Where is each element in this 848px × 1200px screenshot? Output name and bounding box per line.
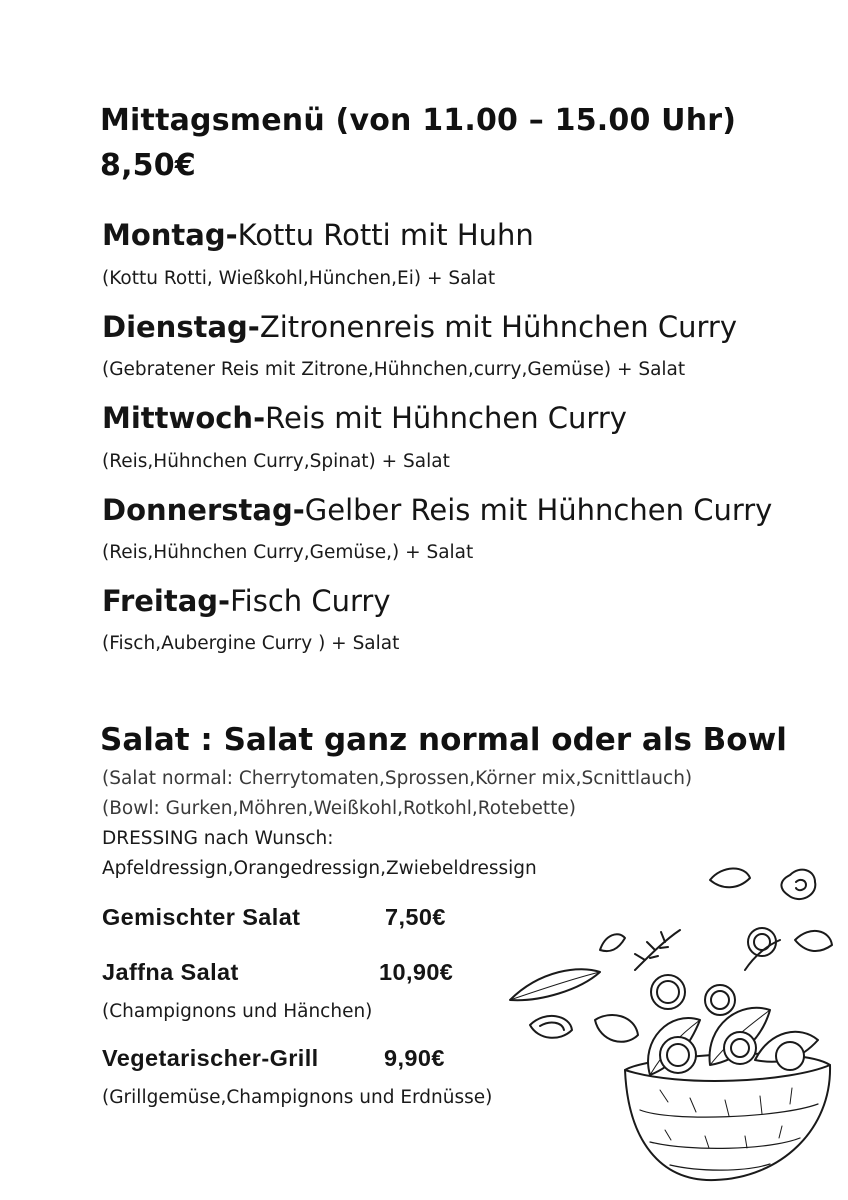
salat-item-price: 9,90€ bbox=[384, 1045, 445, 1071]
dish-description: (Gebratener Reis mit Zitrone,Hühnchen,curry,Gemüse) + Salat bbox=[102, 359, 686, 380]
day-label: Freitag- bbox=[102, 584, 231, 618]
day-tuesday bbox=[102, 310, 737, 344]
salat-item-name: Jaffna Salat bbox=[102, 959, 239, 985]
dish-name: Fisch Curry bbox=[230, 584, 391, 618]
day-wednesday bbox=[102, 401, 627, 435]
salat-item-price: 10,90€ bbox=[379, 959, 454, 985]
day-label: Donnerstag- bbox=[102, 493, 305, 527]
dish-name: Reis mit Hühnchen Curry bbox=[265, 401, 627, 435]
day-label: Montag- bbox=[102, 218, 238, 252]
dressing-options: Apfeldressign,Orangedressign,Zwiebeldressign bbox=[102, 858, 537, 879]
day-friday bbox=[102, 584, 391, 618]
dish-description: (Reis,Hühnchen Curry,Gemüse,) + Salat bbox=[102, 542, 474, 563]
salat-item-name: Vegetarischer-Grill bbox=[102, 1045, 319, 1071]
salat-item-description: (Champignons und Hänchen) bbox=[102, 1001, 373, 1022]
day-thursday bbox=[102, 493, 772, 527]
salat-title: Salat : Salat ganz normal oder als Bowl bbox=[100, 722, 787, 758]
day-monday bbox=[102, 218, 534, 252]
dish-description: (Kottu Rotti, Wießkohl,Hünchen,Ei) + Salat bbox=[102, 268, 496, 289]
salat-item-description: (Grillgemüse,Champignons und Erdnüsse) bbox=[102, 1087, 493, 1108]
day-label: Mittwoch- bbox=[102, 401, 266, 435]
salat-bowl-description: (Bowl: Gurken,Möhren,Weißkohl,Rotkohl,Rotebette) bbox=[102, 798, 576, 819]
salat-item-name: Gemischter Salat bbox=[102, 904, 301, 930]
menu-title: Mittagsmenü (von 11.00 – 15.00 Uhr) bbox=[100, 103, 737, 138]
dish-description: (Reis,Hühnchen Curry,Spinat) + Salat bbox=[102, 451, 450, 472]
salat-item-price: 7,50€ bbox=[385, 904, 446, 930]
menu-price: 8,50€ bbox=[100, 148, 196, 183]
dish-description: (Fisch,Aubergine Curry ) + Salat bbox=[102, 633, 400, 654]
dish-name: Kottu Rotti mit Huhn bbox=[237, 218, 534, 252]
day-label: Dienstag- bbox=[102, 310, 260, 344]
dressing-label: DRESSING nach Wunsch: bbox=[102, 828, 334, 849]
salad-bowl-illustration-icon bbox=[500, 860, 840, 1190]
salat-normal-description: (Salat normal: Cherrytomaten,Sprossen,Körner mix,Scnittlauch) bbox=[102, 768, 693, 789]
dish-name: Zitronenreis mit Hühnchen Curry bbox=[259, 310, 737, 344]
dish-name: Gelber Reis mit Hühnchen Curry bbox=[304, 493, 773, 527]
